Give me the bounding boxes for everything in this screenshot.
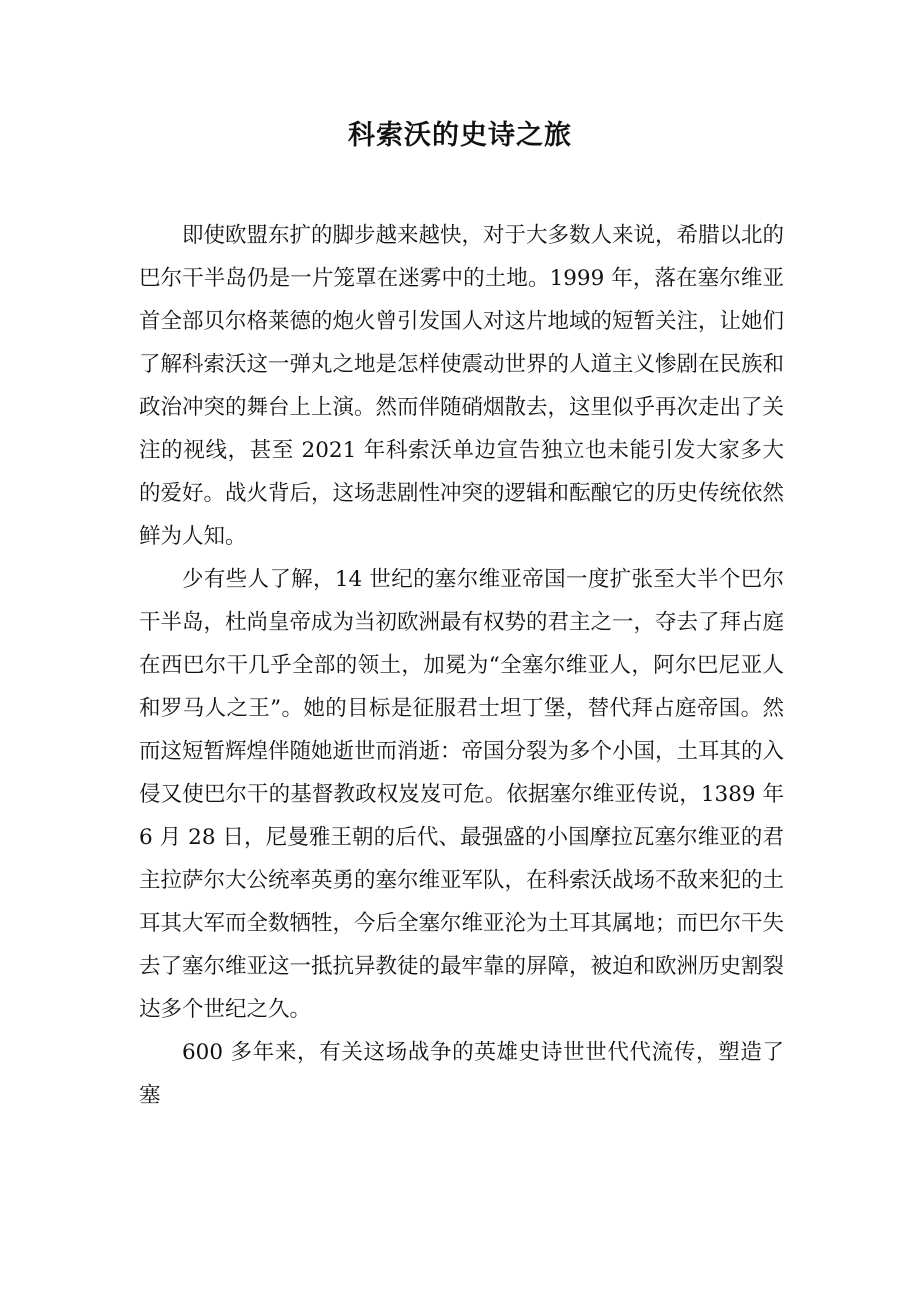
paragraph-2: 少有些人了解，14 世纪的塞尔维亚帝国一度扩张至大半个巴尔干半岛，杜尚皇帝成为当初欧洲最有权势的君主之一，夺去了拜占庭在西巴尔干几乎全部的领土，加冕为“全塞尔维亚人，阿尔巴尼亚人和罗马人之王”。她的目标是征服君士坦丁堡，替代拜占庭帝国。然而这短暂辉煌伴随她逝世而消逝：帝国分裂为多个小国，土耳其的入侵又使巴尔干的基督教政权岌岌可危。依据塞尔维亚传说，1389 年 6 月 28 日，尼曼雅王朝的后代、最强盛的小国摩拉瓦塞尔维亚的君主拉萨尔大公统率英勇的塞尔维亚军队，在科索沃战场不敌来犯的土耳其大军而全数牺牲，今后全塞尔维亚沦为土耳其属地；而巴尔干失去了塞尔维亚这一抵抗异教徒的最牢靠的屏障，被迫和欧洲历史割裂达多个世纪之久。: [139, 567, 785, 1022]
document-title: 科索沃的史诗之旅: [348, 120, 572, 151]
paragraph-3: 600 多年来，有关这场战争的英雄史诗世世代代流传，塑造了塞: [139, 1040, 784, 1108]
document-body: [139, 214, 784, 1117]
paragraph-1: 即使欧盟东扩的脚步越来越快，对于大多数人来说，希腊以北的巴尔干半岛仍是一片笼罩在迷雾中的土地。1999 年，落在塞尔维亚首全部贝尔格莱德的炮火曾引发国人对这片地域的短暂关注，让她们了解科索沃这一弹丸之地是怎样使震动世界的人道主义惨剧在民族和政治冲突的舞台上上演。然而伴随硝烟散去，这里似乎再次走出了关注的视线，甚至 2021 年科索沃单边宣告独立也未能引发大家多大的爱好。战火背后，这场悲剧性冲突的逻辑和酝酿它的历史传统依然鲜为人知。: [139, 223, 785, 549]
